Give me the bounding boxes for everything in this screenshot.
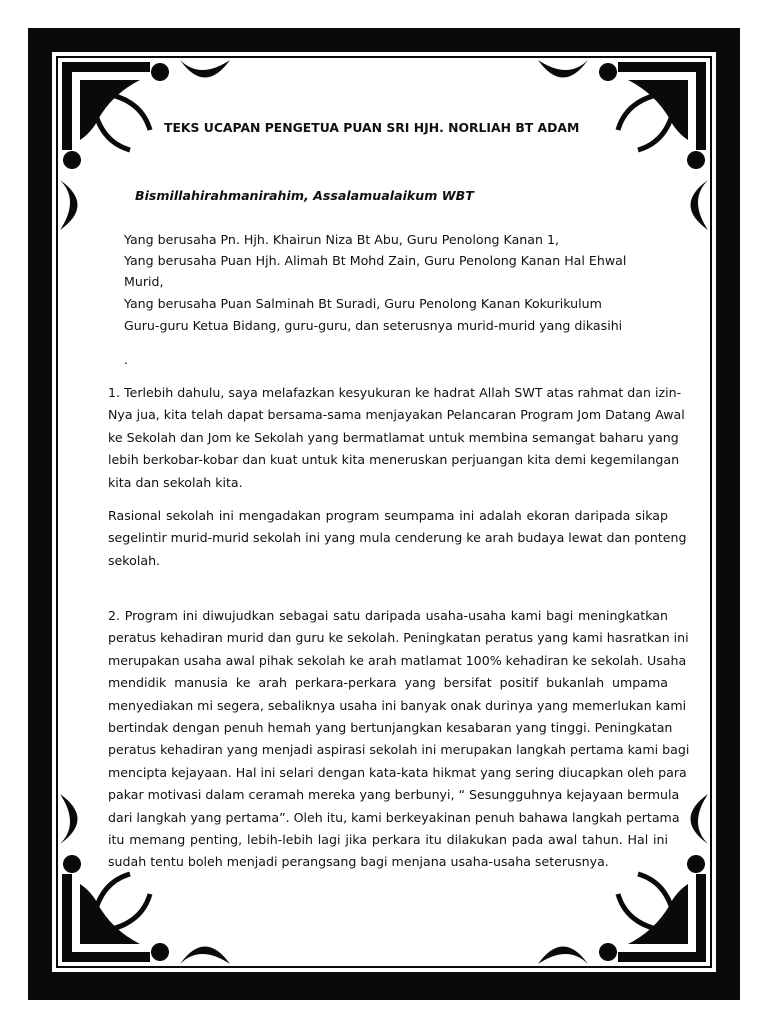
paragraph-1 [108,382,685,494]
salutation-line: Yang berusaha Pn. Hjh. Khairun Niza Bt Abu, Guru Penolong Kanan 1, [124,232,560,247]
salutation-line: Yang berusaha Puan Hjh. Alimah Bt Mohd Zain, Guru Penolong Kanan Hal Ehwal [124,253,627,268]
paragraph-line: ke Sekolah dan Jom ke Sekolah yang bermatlamat untuk membina semangat baharu yang [108,429,679,445]
separator-dot: . [124,352,129,367]
greeting: Bismillahirahmanirahim, Assalamualaikum WBT [135,188,474,203]
paragraph-line: mendidik manusia ke arah perkara-perkara yang bersifat positif bukanlah umpama [108,675,668,691]
paragraph-line: mencipta kejayaan. Hal ini selari dengan kata-kata hikmat yang sering diucapkan oleh para [108,764,687,780]
paragraph-line: 2. Program ini diwujudkan sebagai satu daripada usaha-usaha kami bagi meningkatkan [108,608,668,623]
paragraph-3 [108,605,690,874]
salutation-line: Murid, [124,274,164,289]
salutation-line: Yang berusaha Puan Salminah Bt Suradi, Guru Penolong Kanan Kokurikulum [124,296,602,311]
paragraph-line: lebih berkobar-kobar dan kuat untuk kita meneruskan perjuangan kita demi kegemilangan [108,452,680,468]
paragraph-line: segelintir murid-murid sekolah ini yang mula cenderung ke arah budaya lewat dan ponteng [108,530,687,546]
salutation-line: Guru-guru Ketua Bidang, guru-guru, dan seterusnya murid-murid yang dikasihi [124,318,623,333]
paragraph-line: menyediakan mi segera, sebaliknya usaha ini banyak onak durinya yang memerlukan kami [108,697,687,713]
paragraph-line: kita dan sekolah kita. [108,474,243,490]
paragraph-line: 1. Terlebih dahulu, saya melafazkan kesyukuran ke hadrat Allah SWT atas rahmat dan izin- [108,385,682,400]
paragraph-line: bertindak dengan penuh hemah yang bertunjangkan kesabaran yang tinggi. Peningkatan [108,720,673,736]
paragraph-line: dari langkah yang pertama”. Oleh itu, kami berkeyakinan penuh bahawa langkah pertama [108,809,680,825]
paragraph-line: pakar motivasi dalam ceramah mereka yang berbunyi, “ Sesungguhnya kejayaan bermula [108,787,680,803]
paragraph-2 [108,505,687,572]
paragraph-line: sekolah. [108,552,161,568]
document-title: TEKS UCAPAN PENGETUA PUAN SRI HJH. NORLIAH BT ADAM [164,120,580,135]
paragraph-line: sudah tentu boleh menjadi perangsang bagi menjana usaha-usaha seterusnya. [108,854,609,870]
paragraph-line: Rasional sekolah ini mengadakan program seumpama ini adalah ekoran daripada sikap [108,508,668,523]
paragraph-line: merupakan usaha awal pihak sekolah ke arah matlamat 100% kehadiran ke sekolah. Usaha [108,652,687,668]
paragraph-line: itu memang penting, lebih-lebih lagi jika perkara itu dilakukan pada awal tahun. Hal ini [108,832,668,848]
paragraph-line: peratus kehadiran yang menjadi aspirasi sekolah ini merupakan langkah pertama kami bagi [108,742,690,758]
paragraph-line: peratus kehadiran murid dan guru ke sekolah. Peningkatan peratus yang kami hasratkan ini [108,630,689,646]
corner-ornament-top-right [538,60,708,230]
paragraph-line: Nya jua, kita telah dapat bersama-sama menjayakan Pelancaran Program Jom Datang Awal [108,407,685,423]
